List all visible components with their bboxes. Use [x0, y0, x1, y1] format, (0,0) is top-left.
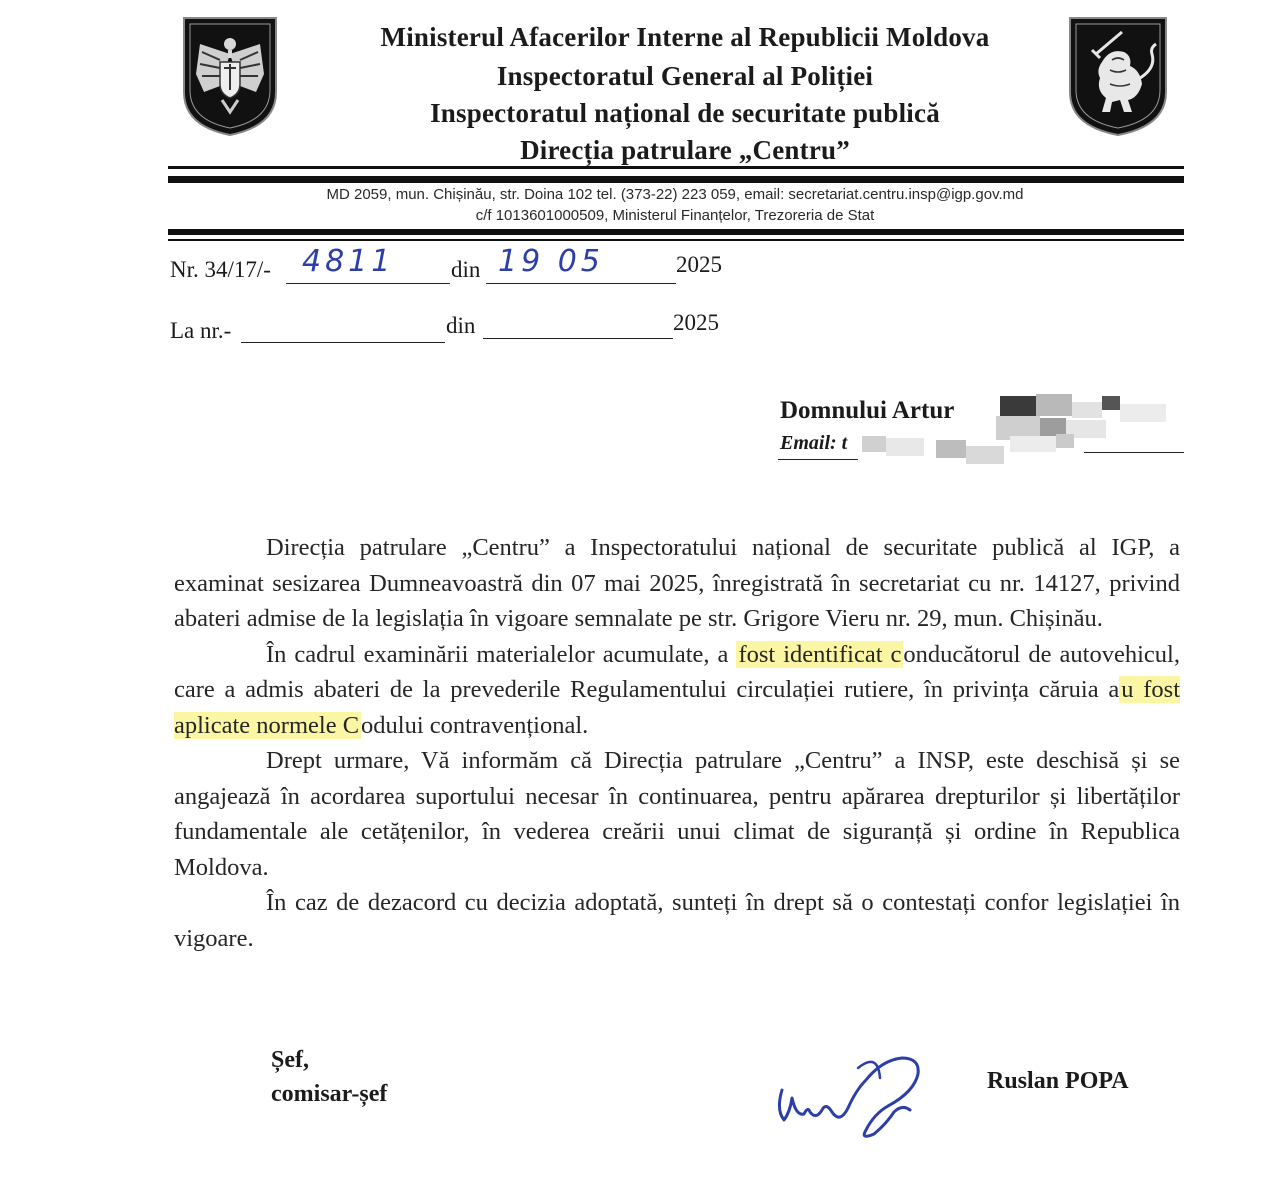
body-paragraph-4: În caz de dezacord cu decizia adoptată, sunteți în drept să o contestați confor legislației în vigoare.: [174, 889, 1180, 952]
handwritten-signature-icon: [770, 1050, 950, 1140]
address-line-2: c/f 1013601000509, Ministerul Finanțelor, Trezoreria de Stat: [475, 207, 875, 224]
body-paragraph-2-part-a: În cadrul examinării materialelor acumulate, a: [266, 640, 737, 668]
body-paragraph-3: Drept urmare, Vă informăm că Direcția patrulare „Centru” a INSP, este deschisă și se angajează în acordarea suportului necesar în continuarea, pentru apărarea drepturilor și libertăților fundamentale ale cetățenilor, în vederea creării unui climat de siguranță și ordine în Republica Moldova.: [174, 747, 1180, 881]
email-underline: [778, 459, 858, 460]
din-label: din: [451, 257, 481, 282]
lion-with-sword-icon: [1066, 14, 1170, 138]
signatory-title-1: Șef,: [271, 1047, 309, 1073]
date-blank: [486, 283, 676, 284]
la-date-blank: [483, 338, 673, 339]
header-rule-thin: [168, 166, 1184, 169]
letter-body: [174, 530, 1180, 956]
nr-label: Nr. 34/17/-: [170, 257, 271, 282]
la-din-label: din: [446, 313, 476, 338]
patrol-directorate-name: Direcția patrulare „Centru”: [520, 135, 850, 165]
body-paragraph-2: [174, 637, 1180, 744]
recipient-name: Domnului Artur: [780, 397, 955, 424]
address-rule-thin: [168, 239, 1184, 241]
highlight-fost-aplicate: u fost aplicate normele C: [174, 676, 1180, 739]
body-paragraph-2-part-c: odului contravențional.: [361, 711, 589, 739]
la-year-label: 2025: [673, 310, 719, 335]
address-line-1: MD 2059, mun. Chișinău, str. Doina 102 tel. (373-22) 223 059, email: secretariat.centru.insp@igp.gov.md: [326, 186, 1024, 203]
la-nr-label: La nr.-: [170, 318, 232, 343]
address-rule-thick: [168, 229, 1184, 235]
highlight-fost-identificat: fost identificat c: [738, 640, 902, 668]
police-inspectorate-name: Inspectoratul General al Poliției: [496, 61, 874, 91]
eagle-coat-of-arms-icon: [180, 14, 280, 138]
body-paragraph-2-part-b: onducătorul de autovehicul, care a admis abateri de la prevederile Regulamentului circulației rutiere, în privința căruia a: [174, 640, 1180, 703]
redacted-email: [862, 432, 1076, 466]
ministry-name: Ministerul Afacerilor Interne al Republicii Moldova: [380, 22, 990, 52]
la-nr-blank: [241, 342, 445, 343]
nr-blank: [286, 283, 450, 284]
signatory-title-2: comisar-șef: [271, 1081, 388, 1107]
public-security-inspectorate-name: Inspectoratul național de securitate publică: [430, 98, 940, 128]
body-paragraph-1: Direcția patrulare „Centru” a Inspectoratului național de securitate publică al IGP, a examinat sesizarea Dumneavoastră din 07 mai 2025, înregistrată în secretariat cu nr. 14127, privind abateri admise de la legislația în vigoare semnalate pe str. Grigore Vieru nr. 29, mun. Chișinău.: [174, 534, 1180, 632]
header-rule-thick: [168, 176, 1184, 183]
date-handwritten-value: 19 05: [498, 244, 604, 279]
nr-handwritten-value: 4811: [302, 244, 395, 279]
recipient-email-label: Email: t: [780, 432, 848, 454]
signatory-name: Ruslan POPA: [987, 1068, 1129, 1094]
year-label: 2025: [676, 252, 722, 277]
